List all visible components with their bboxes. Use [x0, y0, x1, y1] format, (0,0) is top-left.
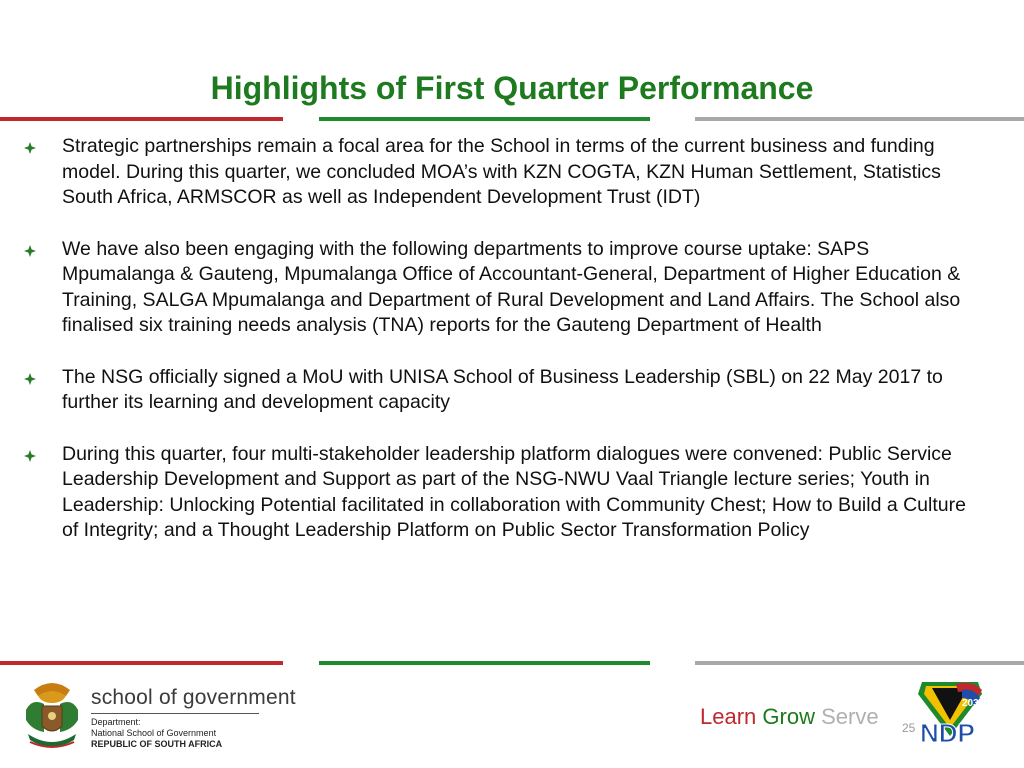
dept-label: Department: — [91, 717, 141, 727]
diamond-bullet-icon — [24, 142, 36, 154]
bullet-item — [22, 134, 982, 211]
coat-of-arms-icon — [22, 680, 82, 754]
diamond-bullet-icon — [24, 245, 36, 257]
page-number: 25 — [902, 721, 916, 735]
bullet-item — [22, 237, 982, 339]
diamond-bullet-icon — [24, 450, 36, 462]
top-rule-gray — [695, 117, 1024, 121]
ndp-text: NDP — [920, 718, 975, 748]
org-name: school of government — [91, 686, 296, 709]
dept-name: National School of Government — [91, 728, 217, 738]
department-block — [91, 717, 222, 750]
tagline-grow: Grow — [762, 704, 815, 729]
bullet-list — [22, 134, 982, 570]
bottom-rule-green — [319, 661, 650, 665]
ndp-year: 2030 — [962, 698, 985, 709]
slide-title: Highlights of First Quarter Performance — [210, 70, 814, 106]
bullet-text: Strategic partnerships remain a focal area for the School in terms of the current business and funding model. During this quarter, we concluded MOA’s with KZN COGTA, KZN Human Settlement, Statistics South Africa, ARMSCOR as well as Independent Development Trust (IDT) — [62, 135, 941, 208]
ndp-2030-logo-icon — [912, 676, 988, 760]
bottom-rule-gray — [695, 661, 1024, 665]
org-divider — [91, 713, 259, 714]
country-name: REPUBLIC OF SOUTH AFRICA — [91, 739, 223, 749]
tagline-learn: Learn — [700, 704, 757, 729]
bullet-text: We have also been engaging with the following departments to improve course uptake: SAPS Mpumalanga & Gauteng, Mpumalanga Office of Accountant-General, Department of Higher Education & Training, SALGA Mpumalanga and Department of Rural Development and Land Affairs. The School also finalised six training needs analysis (TNA) reports for the Gauteng Department of Health — [62, 237, 961, 336]
bullet-item — [22, 442, 982, 544]
top-rule-red — [0, 117, 283, 121]
bullet-text: The NSG officially signed a MoU with UNISA School of Business Leadership (SBL) on 22 May 2017 to further its learning and development capacity — [62, 365, 943, 413]
tagline-serve: Serve — [821, 704, 879, 729]
diamond-bullet-icon — [24, 373, 36, 385]
top-rule-green — [319, 117, 650, 121]
bullet-item — [22, 365, 982, 416]
bottom-rule-red — [0, 661, 283, 665]
bullet-text: During this quarter, four multi-stakeholder leadership platform dialogues were convened: Public Service Leadership Development and Support as part of the NSG-NWU Vaal Triangle lecture series; Youth in Leadership: Unlocking Potential facilitated in collaboration with Community Chest; How to Build a Culture of Integrity; and a Thought Leadership Platform on Public Sector Transformation Policy — [62, 442, 966, 541]
tagline — [700, 703, 879, 731]
